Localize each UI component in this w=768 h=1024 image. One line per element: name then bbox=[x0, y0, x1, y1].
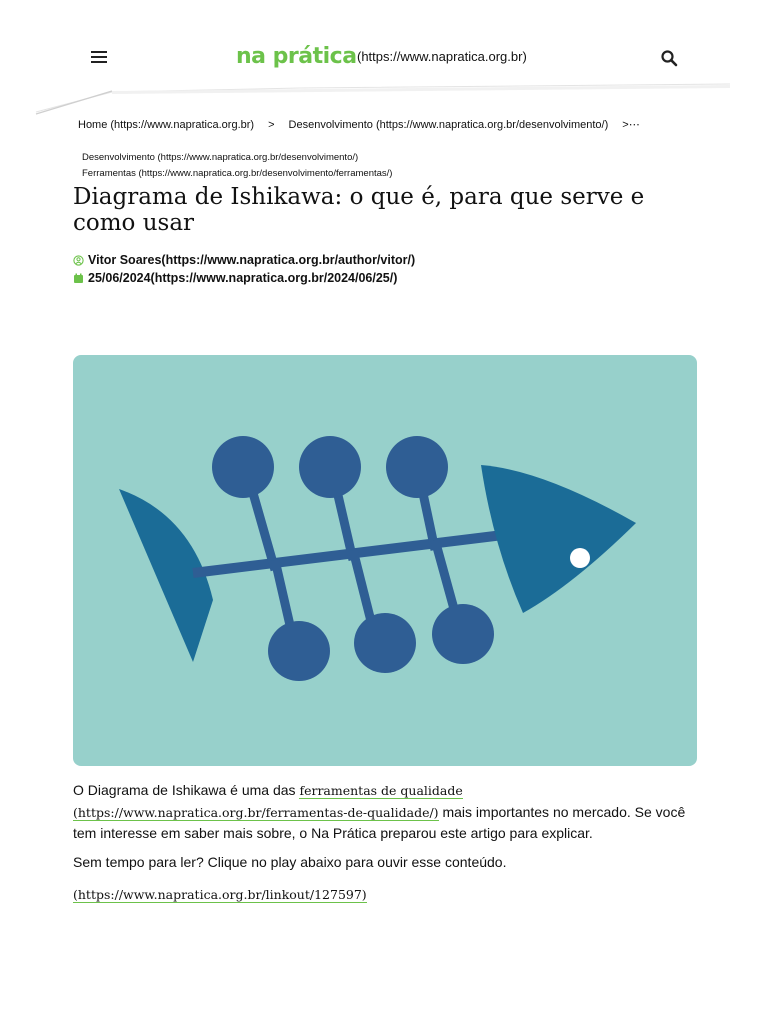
paragraph-text: O Diagrama de Ishikawa é uma das bbox=[73, 782, 300, 798]
fish-eye bbox=[570, 548, 590, 568]
category-links bbox=[82, 150, 392, 182]
site-header bbox=[0, 0, 768, 118]
audio-player-link[interactable]: (https://www.napratica.org.br/linkout/127597) bbox=[73, 887, 367, 902]
author-link[interactable]: Vitor Soares(https://www.napratica.org.br/author/vitor/) bbox=[88, 253, 416, 267]
article-paragraph-2: Sem tempo para ler? Clique no play abaixo para ouvir esse conteúdo. bbox=[73, 854, 507, 870]
header-divider-decoration bbox=[0, 76, 768, 118]
ferramentas-de-qualidade-link[interactable]: ferramentas de qualidade (https://www.napratica.org.br/ferramentas-de-qualidade/) bbox=[73, 783, 463, 820]
breadcrumb-desenvolvimento-link[interactable]: Desenvolvimento (https://www.napratica.org.br/desenvolvimento/) bbox=[288, 119, 609, 131]
category-link-desenvolvimento[interactable]: Desenvolvimento (https://www.napratica.org.br/desenvolvimento/) bbox=[82, 152, 359, 163]
date-link[interactable]: 25/06/2024(https://www.napratica.org.br/2024/06/25/) bbox=[88, 271, 398, 285]
article-author bbox=[73, 253, 415, 267]
category-link-ferramentas[interactable]: Ferramentas (https://www.napratica.org.br/desenvolvimento/ferramentas/) bbox=[82, 168, 393, 179]
user-icon bbox=[73, 255, 84, 266]
calendar-icon bbox=[73, 273, 84, 284]
breadcrumb bbox=[78, 118, 698, 131]
site-logo[interactable]: na prática bbox=[236, 44, 357, 69]
breadcrumb-overflow[interactable]: >⋯ bbox=[622, 119, 640, 131]
article-paragraph-1 bbox=[73, 780, 697, 844]
hero-image bbox=[73, 355, 697, 766]
ishikawa-fishbone-illustration bbox=[73, 355, 697, 766]
breadcrumb-separator: > bbox=[268, 119, 275, 131]
search-icon[interactable] bbox=[660, 49, 680, 69]
breadcrumb-home-link[interactable]: Home (https://www.napratica.org.br) bbox=[78, 119, 255, 131]
article-date bbox=[73, 271, 397, 285]
hamburger-menu-icon[interactable] bbox=[88, 48, 110, 68]
article-title: Diagrama de Ishikawa: o que é, para que serve e como usar bbox=[73, 184, 645, 236]
paragraph-text: mais importantes no mercado. Se você tem interesse em saber mais sobre, o Na Prática preparou este artigo para explicar. bbox=[73, 803, 686, 841]
logo-url-text[interactable]: (https://www.napratica.org.br) bbox=[357, 49, 527, 64]
fish-head bbox=[481, 465, 636, 613]
audio-player-link-paragraph bbox=[73, 884, 697, 906]
